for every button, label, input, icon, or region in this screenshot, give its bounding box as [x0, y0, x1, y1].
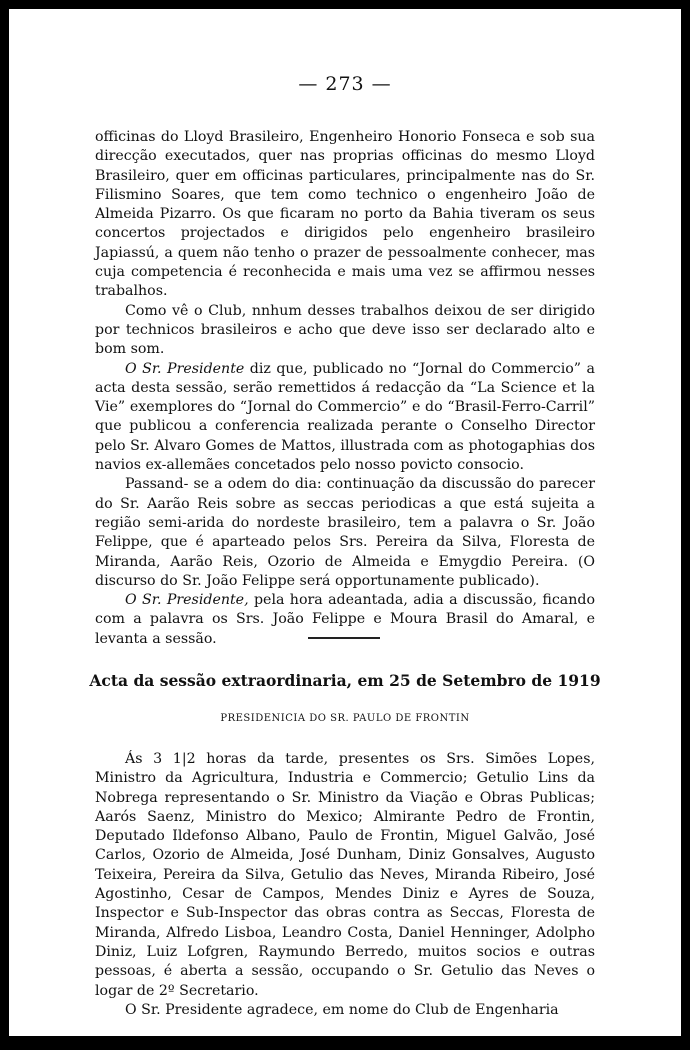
acta-title: Acta da sessão extraordinaria, em 25 de Setembro de 1919 [89, 671, 601, 690]
book-page [9, 9, 681, 1036]
presidency-line: PRESIDENICIA DO SR. PAULO DE FRONTIN [220, 713, 470, 724]
speaker-label: O Sr. Presidente, [125, 592, 249, 609]
body-text-acta [95, 750, 595, 1020]
body-text-top [95, 128, 595, 649]
paragraph: O Sr. Presidente agradece, em nome do Club de Engenharia [125, 1001, 559, 1018]
paragraph [95, 591, 595, 649]
paragraph: Ás 3 1|2 horas da tarde, presentes os Srs. Simões Lopes, Ministro da Agricultura, Industria e Commercio; Getulio Lins da Nobrega representando o Sr. Ministro da Viação e Obras Publicas; Aarós Saenz, Ministro do Mexico; Almirante Pedro de Frontin, Deputado Ildefonso Albano, Paulo de Frontin, Miguel Galvão, José Carlos, Ozorio de Almeida, José Dunham, Diniz Gonsalves, Augusto Teixeira, Pereira da Silva, Getulio das Neves, Miranda Ribeiro, José Agostinho, Cesar de Campos, Mendes Diniz e Ayres de Souza, Inspector e Sub-Inspector das obras contra as Seccas, Floresta de Miranda, Alfredo Lisboa, Leandro Costa, Daniel Henninger, Adolpho Diniz, Luiz Lofgren, Raymundo Berredo, muitos socios e outras pessoas, é aberta a sessão, occupando o Sr. Getulio das Neves o logar de 2º Secretario. [95, 751, 595, 999]
speaker-label: O Sr. Presidente [125, 360, 245, 377]
section-divider [308, 637, 380, 639]
paragraph: officinas do Lloyd Brasileiro, Engenheiro Honorio Fonseca e sob sua direcção executados, quer nas proprias officinas do mesmo Lloyd Brasileiro, quer em officinas particulares, principalmente nas do Sr. Filismino Soares, que tem como technico o engenheiro João de Almeida Pizarro. Os que ficaram no porto da Bahia tiveram os seus concertos projectados e dirigidos pelo engenheiro brasileiro Japiassú, a quem não tenho o prazer de pessoalmente conhecer, mas cuja competencia é reconhecida e mais uma vez se affirmou nesses trabalhos. [95, 129, 595, 300]
paragraph: Passand- se a odem do dia: continuação da discussão do parecer do Sr. Aarão Reis sobre as seccas periodicas a que está sujeita a região semi-arida do nordeste brasileiro, tem a palavra o Sr. João Felippe, que é aparteado pelos Srs. Pereira da Silva, Floresta de Miranda, Aarão Reis, Ozorio de Almeida e Emygdio Pereira. (O discurso do Sr. João Felippe será opportunamente publicado). [95, 476, 595, 589]
paragraph-text: diz que, publicado no “Jornal do Commercio” a acta desta sessão, serão remettidos á redacção da “La Science et la Vie” exemplores do “Jornal do Commercio” e do “Brasil-Ferro-Carril” que publicou a conferencia realizada perante o Conselho Director pelo Sr. Alvaro Gomes de Mattos, illustrada com as photogaphias dos navios ex-allemães concetados pelo nosso povicto consocio. [95, 360, 595, 474]
paragraph [95, 360, 595, 476]
paragraph: Como vê o Club, nnhum desses trabalhos deixou de ser dirigido por technicos brasileiros e acho que deve isso ser declarado alto e bom som. [95, 302, 595, 358]
page-number: — 273 — [298, 73, 392, 95]
paragraph-text: pela hora adeantada, adia a discussão, ficando com a palavra os Srs. João Felippe e Moura Brasil do Amaral, e levanta a sessão. [95, 592, 595, 647]
